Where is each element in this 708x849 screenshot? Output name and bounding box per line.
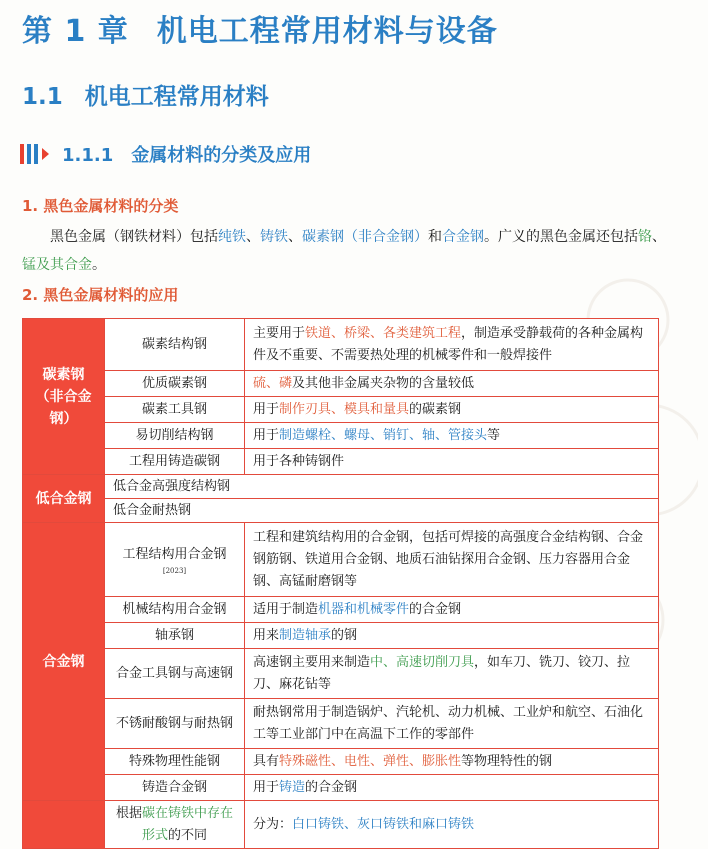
intro-paragraph: 黑色金属（钢铁材料）包括纯铁、铸铁、碳素钢（非合金钢）和合金钢。广义的黑色金属还包括铬、锰及其合金。 <box>22 229 666 273</box>
table-row <box>23 623 659 649</box>
steel-type: 低合金耐热钢 <box>105 499 659 523</box>
table-row <box>23 523 659 597</box>
steel-type: 碳素结构钢 <box>105 319 245 371</box>
table-row <box>23 699 659 749</box>
steel-type: 易切削结构钢 <box>105 423 245 449</box>
steel-type: 机械结构用合金钢 <box>105 597 245 623</box>
table-row <box>23 775 659 801</box>
table-row <box>23 371 659 397</box>
steel-type: 合金工具钢与高速钢 <box>105 649 245 699</box>
steel-application-table <box>22 318 659 849</box>
year-tag: [2023] <box>162 566 187 575</box>
steel-usage: 适用于制造机器和机械零件的合金钢 <box>245 597 659 623</box>
heading-classification: 1. 黑色金属材料的分类 <box>22 197 179 215</box>
subsection-title <box>20 140 311 168</box>
steel-type: 特殊物理性能钢 <box>105 749 245 775</box>
steel-usage: 硫、磷及其他非金属夹杂物的含量较低 <box>245 371 659 397</box>
table-row <box>23 319 659 371</box>
steel-type: 工程用铸造碳钢 <box>105 449 245 475</box>
steel-type: 碳素工具钢 <box>105 397 245 423</box>
steel-usage: 用来制造轴承的钢 <box>245 623 659 649</box>
steel-type: 优质碳素钢 <box>105 371 245 397</box>
steel-type: 工程结构用合金钢 [2023] <box>105 523 245 597</box>
subsection-number: 1.1.1 <box>62 145 114 166</box>
table-row <box>23 423 659 449</box>
chapter-number: 第 1 章 <box>22 14 129 49</box>
steel-usage: 工程和建筑结构用的合金钢，包括可焊接的高强度合金结构钢、合金钢筋钢、铁道用合金钢、地质石油钻探用合金钢、压力容器用合金钢、高锰耐磨钢等 <box>245 523 659 597</box>
category-cast-iron <box>23 801 105 849</box>
heading-application: 2. 黑色金属材料的应用 <box>22 286 179 304</box>
section-title <box>22 78 269 111</box>
section-name: 机电工程常用材料 <box>84 84 269 110</box>
steel-usage: 耐热钢常用于制造锅炉、汽轮机、动力机械、工业炉和航空、石油化工等工业部门中在高温下工作的零部件 <box>245 699 659 749</box>
category-low-alloy-steel: 低合金钢 <box>23 475 105 523</box>
steel-usage: 具有特殊磁性、电性、弹性、膨胀性等物理特性的钢 <box>245 749 659 775</box>
table-row <box>23 749 659 775</box>
steel-usage: 主要用于铁道、桥梁、各类建筑工程，制造承受静载荷的各种金属构件及不重要、不需要热处理的机械零件和一般焊接件 <box>245 319 659 371</box>
chapter-name: 机电工程常用材料与设备 <box>156 14 498 49</box>
steel-usage: 高速钢主要用来制造中、高速切削刀具，如车刀、铣刀、铰刀、拉刀、麻花钻等 <box>245 649 659 699</box>
steel-usage: 用于制造螺栓、螺母、销钉、轴、管接头等 <box>245 423 659 449</box>
steel-usage: 分为：白口铸铁、灰口铸铁和麻口铸铁 <box>245 801 659 849</box>
chapter-title <box>22 6 498 50</box>
table-row <box>23 597 659 623</box>
section-number: 1.1 <box>22 84 63 110</box>
steel-usage: 用于各种铸钢件 <box>245 449 659 475</box>
steel-type: 根据碳在铸铁中存在形式的不同 <box>105 801 245 849</box>
table-row <box>23 475 659 499</box>
table-row <box>23 801 659 849</box>
table-row <box>23 449 659 475</box>
table-row <box>23 499 659 523</box>
table-row <box>23 397 659 423</box>
steel-usage: 用于制作刃具、模具和量具的碳素钢 <box>245 397 659 423</box>
steel-type: 轴承钢 <box>105 623 245 649</box>
table-row <box>23 649 659 699</box>
steel-type: 不锈耐酸钢与耐热钢 <box>105 699 245 749</box>
steel-type: 铸造合金钢 <box>105 775 245 801</box>
steel-type: 低合金高强度结构钢 <box>105 475 659 499</box>
section-marker-icon <box>20 144 52 164</box>
category-carbon-steel: 碳素钢（非合金钢） <box>23 319 105 475</box>
subsection-name: 金属材料的分类及应用 <box>131 145 312 166</box>
steel-usage: 用于铸造的合金钢 <box>245 775 659 801</box>
category-alloy-steel: 合金钢 <box>23 523 105 801</box>
